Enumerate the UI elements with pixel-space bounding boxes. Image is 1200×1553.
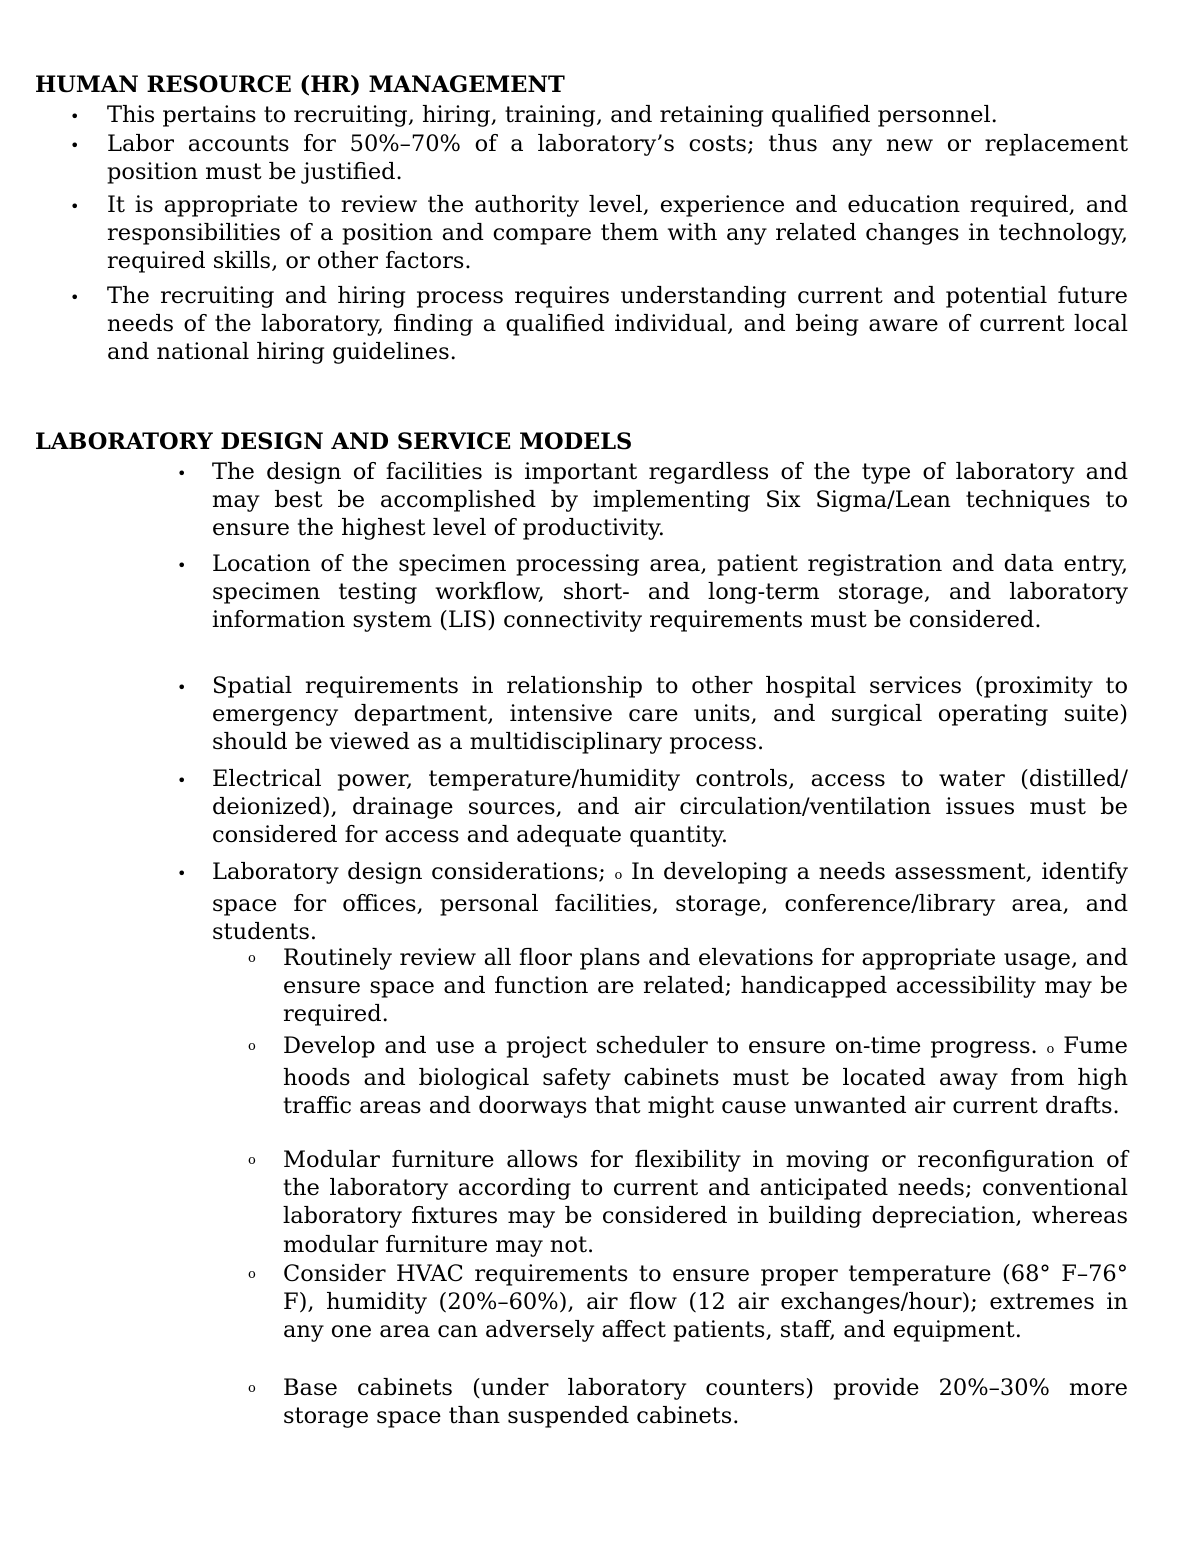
sub-bullet-2b: Fume hoods and biological safety cabinets must be located away from high traffic areas and doorways that might cause unwanted air current drafts.	[283, 1033, 1128, 1120]
hr-bullet-1: This pertains to recruiting, hiring, training, and retaining qualified personnel.	[107, 102, 998, 128]
lab-heading: LABORATORY DESIGN AND SERVICE MODELS	[35, 429, 633, 455]
hr-bullet-3: It is appropriate to review the authority level, experience and education required, and responsibilities of a position and compare them with any related changes in technology, required skills, or other factors.	[107, 192, 1128, 275]
sub-bullet-2	[283, 1032, 1128, 1121]
lab-bullet-1: The design of facilities is important regardless of the type of laboratory and may best be accomplished by implementing Six Sigma/Lean techniques to ensure the highest level of productivity.	[212, 459, 1128, 542]
lab-bullet-5	[212, 858, 1128, 947]
hr-bullet-4: The recruiting and hiring process requires understanding current and potential future needs of the laboratory, finding a qualified individual, and being aware of current local and national hiring guidelines.	[107, 283, 1128, 366]
bullet-icon: •	[177, 678, 187, 697]
lab-bullet-4: Electrical power, temperature/humidity controls, access to water (distilled/ deionized), drainage sources, and air circulation/ventilation issues must be considered for access and adequate quantity.	[212, 766, 1128, 849]
sub-bullet-2a: Develop and use a project scheduler to ensure on-time progress.	[283, 1033, 1038, 1059]
circle-bullet-icon: o	[248, 1267, 256, 1282]
bullet-icon: •	[70, 136, 80, 155]
circle-bullet-icon: o	[248, 1039, 256, 1054]
circle-bullet-icon: o	[248, 1153, 256, 1168]
circle-bullet-icon: o	[1046, 1042, 1055, 1057]
hr-heading: HUMAN RESOURCE (HR) MANAGEMENT	[35, 72, 565, 98]
sub-bullet-4: Consider HVAC requirements to ensure proper temperature (68° F–76° F), humidity (20%–60%), air flow (12 air exchanges/hour); extremes in any one area can adversely affect patients, staff, and equipment.	[283, 1261, 1128, 1344]
bullet-icon: •	[177, 864, 187, 883]
circle-bullet-icon: o	[248, 1381, 256, 1396]
circle-bullet-icon: o	[614, 868, 623, 883]
lab-bullet-3: Spatial requirements in relationship to other hospital services (proximity to emergency department, intensive care units, and surgical operating suite) should be viewed as a multidisciplinary process.	[212, 673, 1128, 756]
design-inline-sub: In developing a needs assessment, identify space for offices, personal facilities, storage, conference/library area, and students.	[212, 859, 1129, 946]
bullet-icon: •	[70, 107, 80, 126]
design-lead: Laboratory design considerations;	[212, 859, 606, 885]
bullet-icon: •	[177, 771, 187, 790]
bullet-icon: •	[177, 556, 187, 575]
lab-bullet-2: Location of the specimen processing area, patient registration and data entry, specimen testing workflow, short- and long-term storage, and laboratory information system (LIS) connectivity requirements must be considered.	[212, 551, 1128, 634]
hr-bullet-2: Labor accounts for 50%–70% of a laboratory’s costs; thus any new or replacement position must be justified.	[107, 131, 1128, 186]
sub-bullet-1: Routinely review all floor plans and elevations for appropriate usage, and ensure space and function are related; handicapped accessibility may be required.	[283, 945, 1128, 1028]
sub-bullet-5: Base cabinets (under laboratory counters) provide 20%–30% more storage space than suspended cabinets.	[283, 1375, 1128, 1430]
sub-bullet-3: Modular furniture allows for flexibility in moving or reconfiguration of the laboratory according to current and anticipated needs; conventional laboratory fixtures may be considered in building depreciation, whereas modular furniture may not.	[283, 1147, 1128, 1258]
circle-bullet-icon: o	[248, 951, 256, 966]
bullet-icon: •	[70, 288, 80, 307]
bullet-icon: •	[70, 197, 80, 216]
bullet-icon: •	[177, 464, 187, 483]
